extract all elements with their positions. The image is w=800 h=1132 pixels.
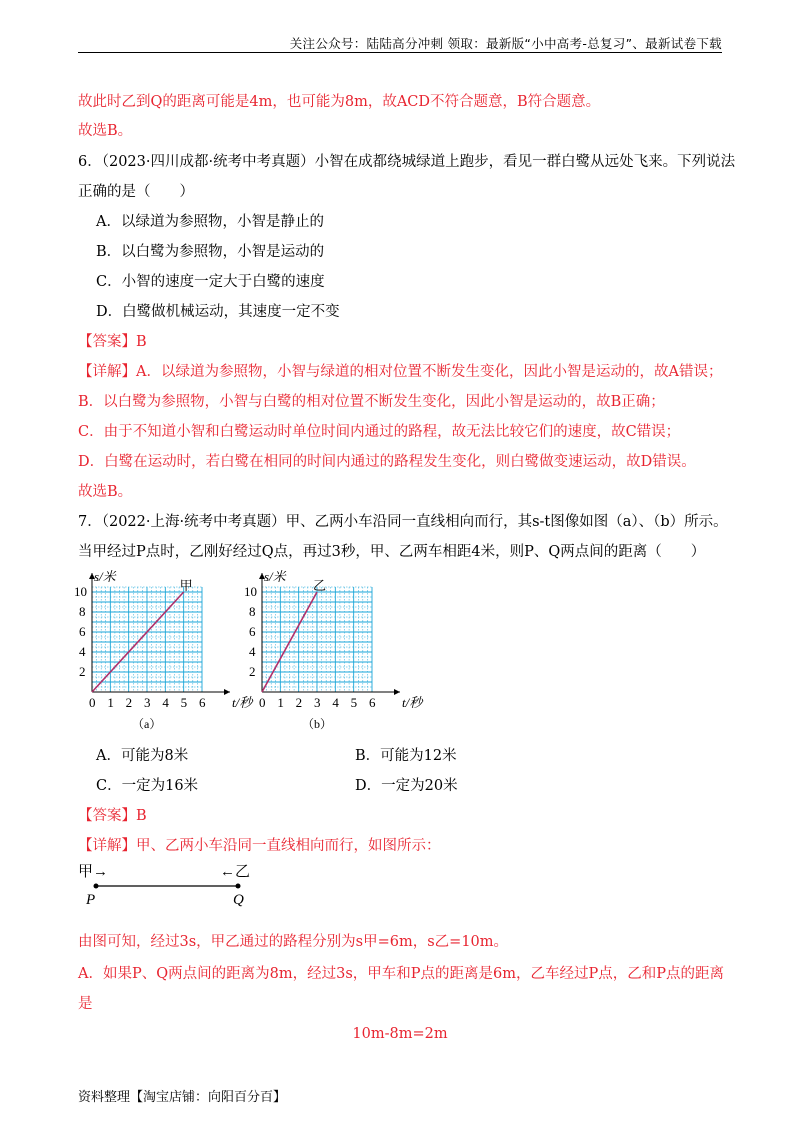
chart-caption: （a） xyxy=(132,717,162,731)
q7-stem-line2: 当甲经过P点时，乙刚好经过Q点，再过3秒，甲、乙两车相距4米，则P、Q两点间的距离（ ） xyxy=(78,544,706,560)
y-tick-label: 10 xyxy=(74,584,87,599)
x-tick-label: 2 xyxy=(295,695,303,710)
q6-conclusion: 故选B。 xyxy=(78,484,133,500)
x-tick-label: 6 xyxy=(199,695,206,710)
st-graph-b xyxy=(240,566,423,736)
prev-explanation: 故此时乙到Q的距离可能是4m，也可能为8m，故ACD不符合题意，B符合题意。 xyxy=(78,94,601,110)
x-axis-label: t/秒 xyxy=(232,695,253,710)
x-tick-label: 0 xyxy=(89,695,96,710)
q6-option-a: A．以绿道为参照物，小智是静止的 xyxy=(96,214,324,230)
y-tick-label: 2 xyxy=(249,664,256,679)
point-p-label: P xyxy=(86,892,96,908)
q6-option-c: C．小智的速度一定大于白鹭的速度 xyxy=(96,274,325,290)
car-yi-label: ←乙 xyxy=(220,864,251,880)
series-label: 乙 xyxy=(313,578,327,593)
y-tick-label: 6 xyxy=(249,624,256,639)
page-footer: 资料整理【淘宝店铺：向阳百分百】 xyxy=(78,1090,287,1105)
point-q-dot xyxy=(236,884,241,889)
point-p-dot xyxy=(94,884,99,889)
st-graph-a xyxy=(70,566,253,736)
x-tick-label: 2 xyxy=(125,695,133,710)
q6-detail-d: D．白鹭在运动时，若白鹭在相同的时间内通过的路程发生变化，则白鹭做变速运动，故D错误。 xyxy=(78,454,696,470)
q7-option-a: A．可能为8米 xyxy=(96,748,189,764)
point-q-label: Q xyxy=(233,892,244,908)
y-tick-label: 8 xyxy=(79,604,86,619)
x-tick-label: 6 xyxy=(369,695,376,710)
q7-option-d: D．一定为20米 xyxy=(355,778,458,794)
q6-stem-line2: 正确的是（ ） xyxy=(78,184,194,200)
x-tick-label: 5 xyxy=(350,695,358,710)
y-axis-label: s/米 xyxy=(94,569,116,584)
q6-detail-b: B．以白鹭为参照物，小智与白鹭的相对位置不断发生变化，因此小智是运动的，故B正确； xyxy=(78,394,665,410)
y-tick-label: 4 xyxy=(79,644,86,659)
q7-detail-case-a-cont: 是 xyxy=(78,996,93,1012)
series-label: 甲 xyxy=(179,578,193,593)
car-jia-label: 甲→ xyxy=(78,864,109,880)
x-axis-arrow xyxy=(224,689,230,695)
q7-formula: 10m-8m=2m xyxy=(352,1026,448,1042)
q7-detail-distances: 由图可知，经过3s，甲乙通过的路程分别为s甲=6m，s乙=10m。 xyxy=(78,934,509,950)
x-tick-label: 1 xyxy=(277,695,284,710)
y-tick-label: 2 xyxy=(79,664,86,679)
prev-conclusion: 故选B。 xyxy=(78,123,133,139)
motion-diagram xyxy=(78,860,278,910)
y-tick-label: 4 xyxy=(249,644,256,659)
q7-option-c: C．一定为16米 xyxy=(96,778,199,794)
chart-caption: （b） xyxy=(302,717,333,731)
y-axis-label: s/米 xyxy=(264,569,286,584)
q7-detail-case-a: A．如果P、Q两点间的距离为8m，经过3s，甲车和P点的距离是6m，乙车经过P点，乙和P点的距离 xyxy=(78,966,724,982)
x-axis-arrow xyxy=(394,689,400,695)
q6-stem-line1: 6．（2023·四川成都·统考中考真题）小智在成都绕城绿道上跑步，看见一群白鹭从远处飞来。下列说法 xyxy=(78,154,736,170)
x-tick-label: 0 xyxy=(259,695,266,710)
y-tick-label: 10 xyxy=(244,584,257,599)
x-tick-label: 5 xyxy=(180,695,188,710)
q6-detail-a: 【详解】A．以绿道为参照物，小智与绿道的相对位置不断发生变化，因此小智是运动的，故A错误； xyxy=(78,364,723,380)
x-axis-label: t/秒 xyxy=(402,695,423,710)
q6-detail-c: C．由于不知道小智和白鹭运动时单位时间内通过的路程，故无法比较它们的速度，故C错误； xyxy=(78,424,681,440)
q6-option-d: D．白鹭做机械运动，其速度一定不变 xyxy=(96,304,340,320)
x-tick-label: 4 xyxy=(162,695,169,710)
q6-option-b: B．以白鹭为参照物，小智是运动的 xyxy=(96,244,325,260)
q7-detail-intro: 【详解】甲、乙两小车沿同一直线相向而行，如图所示： xyxy=(78,838,441,854)
x-tick-label: 1 xyxy=(107,695,114,710)
q7-answer: 【答案】B xyxy=(78,808,147,824)
x-tick-label: 4 xyxy=(332,695,339,710)
q6-answer: 【答案】B xyxy=(78,334,147,350)
y-tick-label: 8 xyxy=(249,604,256,619)
x-tick-label: 3 xyxy=(144,695,151,710)
page-header: 关注公众号：陆陆高分冲刺 领取：最新版“小中高考-总复习”、最新试卷下载 xyxy=(78,34,722,53)
q7-option-b: B．可能为12米 xyxy=(355,748,457,764)
x-tick-label: 3 xyxy=(314,695,321,710)
q7-stem-line1: 7．（2022·上海·统考中考真题）甲、乙两小车沿同一直线相向而行，其s-t图像如图（a）、（b）所示。 xyxy=(78,514,728,530)
y-tick-label: 6 xyxy=(79,624,86,639)
